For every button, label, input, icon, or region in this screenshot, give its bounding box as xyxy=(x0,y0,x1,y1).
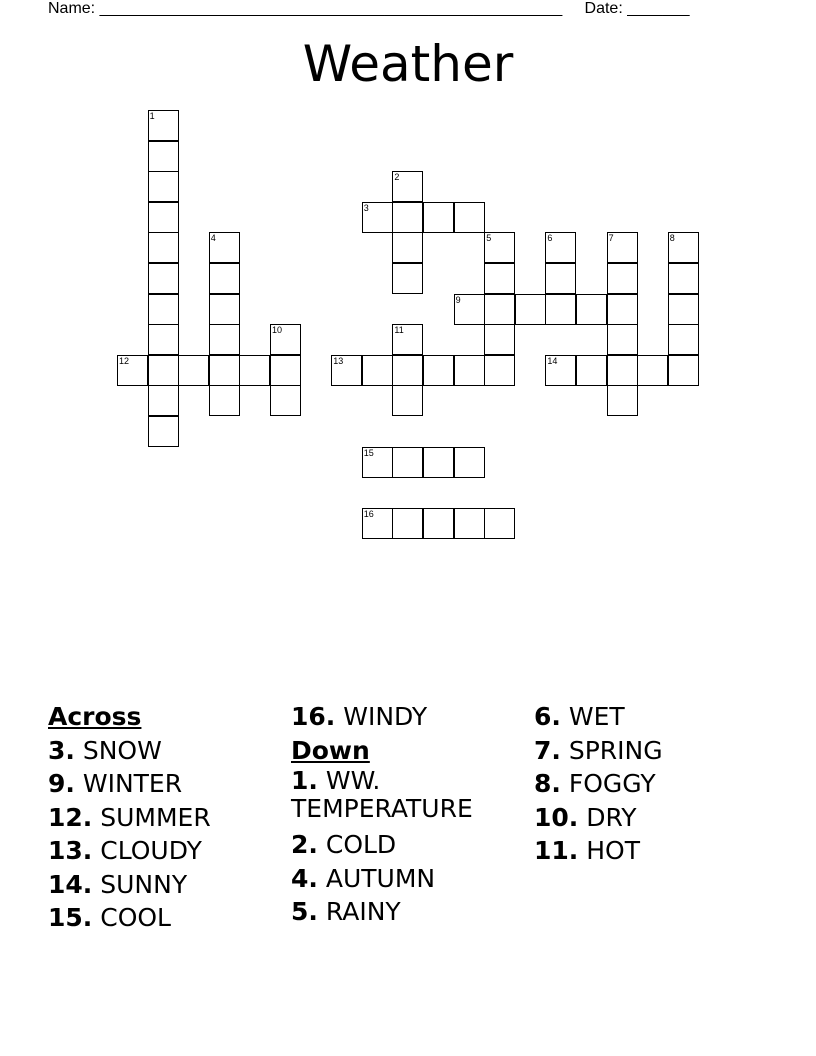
grid-cell[interactable] xyxy=(392,324,423,355)
grid-cell[interactable] xyxy=(545,263,576,294)
grid-cell[interactable] xyxy=(148,141,179,172)
grid-cell[interactable] xyxy=(209,232,240,263)
clue-down-10: 10. DRY xyxy=(534,802,637,832)
clue-number: 2 xyxy=(394,172,400,183)
clue-column-2 xyxy=(291,700,491,929)
grid-cell[interactable] xyxy=(148,355,179,386)
grid-cell[interactable] xyxy=(607,263,638,294)
grid-cell[interactable] xyxy=(668,355,699,386)
grid-cell[interactable] xyxy=(423,508,454,539)
grid-cell[interactable] xyxy=(148,110,179,141)
clue-number: 9 xyxy=(455,294,461,305)
clue-number: 6 xyxy=(547,233,553,244)
clue-number: 16 xyxy=(363,508,374,519)
clue-number: 3 xyxy=(363,202,369,213)
grid-cell[interactable] xyxy=(576,294,607,325)
grid-cell[interactable] xyxy=(607,385,638,416)
name-label: Name: xyxy=(48,0,96,17)
grid-cell[interactable] xyxy=(148,416,179,447)
grid-cell[interactable] xyxy=(484,508,515,539)
grid-cell[interactable] xyxy=(576,355,607,386)
clue-number: 11 xyxy=(394,325,404,336)
grid-cell[interactable] xyxy=(515,294,546,325)
grid-cell[interactable] xyxy=(392,508,423,539)
grid-cell[interactable] xyxy=(484,355,515,386)
clue-across-16: 16. WINDY xyxy=(291,702,428,731)
clue-across-3: 3. SNOW xyxy=(48,735,162,765)
clue-down-7: 7. SPRING xyxy=(534,735,663,765)
clue-across-12: 12. SUMMER xyxy=(48,802,211,832)
grid-cell[interactable] xyxy=(454,355,485,386)
grid-cell[interactable] xyxy=(545,294,576,325)
clue-down-5: 5. RAINY xyxy=(291,897,401,926)
grid-cell[interactable] xyxy=(668,232,699,263)
grid-cell[interactable] xyxy=(362,355,393,386)
grid-cell[interactable] xyxy=(392,232,423,263)
grid-cell[interactable] xyxy=(209,324,240,355)
grid-cell[interactable] xyxy=(239,355,270,386)
clue-number: 1 xyxy=(149,111,155,121)
grid-cell[interactable] xyxy=(392,171,423,202)
grid-cell[interactable] xyxy=(454,294,485,325)
grid-cell[interactable] xyxy=(484,232,515,263)
grid-cell[interactable] xyxy=(270,385,301,416)
grid-cell[interactable] xyxy=(607,294,638,325)
grid-cell[interactable] xyxy=(454,202,485,233)
grid-cell[interactable] xyxy=(392,385,423,416)
grid-cell[interactable] xyxy=(362,447,393,478)
grid-cell[interactable] xyxy=(545,232,576,263)
grid-cell[interactable] xyxy=(209,263,240,294)
grid-cell[interactable] xyxy=(545,355,576,386)
down-heading: Down xyxy=(291,735,370,765)
grid-cell[interactable] xyxy=(423,202,454,233)
grid-cell[interactable] xyxy=(209,355,240,386)
grid-cell[interactable] xyxy=(392,447,423,478)
clue-number: 15 xyxy=(363,447,374,458)
grid-cell[interactable] xyxy=(148,324,179,355)
clue-number: 12 xyxy=(119,355,130,366)
grid-cell[interactable] xyxy=(209,294,240,325)
clue-across-14: 14. SUNNY xyxy=(48,869,188,899)
grid-cell[interactable] xyxy=(148,232,179,263)
clue-number: 4 xyxy=(210,233,216,244)
page-title: Weather xyxy=(302,35,514,93)
grid-cell[interactable] xyxy=(668,294,699,325)
grid-cell[interactable] xyxy=(423,447,454,478)
grid-cell[interactable] xyxy=(607,324,638,355)
clue-number: 5 xyxy=(486,233,492,244)
grid-cell[interactable] xyxy=(454,447,485,478)
grid-cell[interactable] xyxy=(148,202,179,233)
grid-cell[interactable] xyxy=(270,355,301,386)
grid-cell[interactable] xyxy=(607,355,638,386)
clue-down-1: 1. WW. TEMPERATURE xyxy=(291,766,473,823)
clue-down-6: 6. WET xyxy=(534,702,625,731)
grid-cell[interactable] xyxy=(454,508,485,539)
clue-across-9: 9. WINTER xyxy=(48,769,183,798)
grid-cell[interactable] xyxy=(331,355,362,386)
clue-down-8: 8. FOGGY xyxy=(534,769,656,798)
clue-column-3 xyxy=(534,700,663,868)
grid-cell[interactable] xyxy=(178,355,209,386)
clue-number: 7 xyxy=(608,233,614,244)
grid-cell[interactable] xyxy=(392,355,423,386)
grid-cell[interactable] xyxy=(392,202,423,233)
grid-cell[interactable] xyxy=(392,263,423,294)
grid-cell[interactable] xyxy=(148,385,179,416)
clue-number: 8 xyxy=(669,233,675,244)
clue-across-13: 13. CLOUDY xyxy=(48,836,202,865)
grid-cell[interactable] xyxy=(209,385,240,416)
grid-cell[interactable] xyxy=(484,324,515,355)
clue-down-2: 2. COLD xyxy=(291,830,397,859)
clue-down-11: 11. HOT xyxy=(534,836,640,865)
clue-number: 14 xyxy=(547,355,558,366)
clue-down-4: 4. AUTUMN xyxy=(291,863,436,893)
grid-cell[interactable] xyxy=(607,232,638,263)
grid-cell[interactable] xyxy=(270,324,301,355)
date-label: Date: xyxy=(584,0,623,17)
date-blank[interactable]: _______ xyxy=(627,0,690,17)
grid-cell[interactable] xyxy=(484,263,515,294)
grid-cell[interactable] xyxy=(148,263,179,294)
clue-number: 13 xyxy=(333,355,344,366)
grid-cell[interactable] xyxy=(362,508,393,539)
clue-across-15: 15. COOL xyxy=(48,903,171,932)
grid-cell[interactable] xyxy=(423,355,454,386)
across-heading: Across xyxy=(48,702,142,731)
grid-cell[interactable] xyxy=(117,355,148,386)
grid-cell[interactable] xyxy=(484,294,515,325)
grid-cell[interactable] xyxy=(362,202,393,233)
clue-column-1 xyxy=(48,700,211,935)
grid-cell[interactable] xyxy=(668,263,699,294)
grid-cell[interactable] xyxy=(148,171,179,202)
name-blank[interactable]: ____________________________________________________ xyxy=(99,0,563,17)
grid-cell[interactable] xyxy=(148,294,179,325)
clue-number: 10 xyxy=(272,325,283,336)
grid-cell[interactable] xyxy=(668,324,699,355)
grid-cell[interactable] xyxy=(637,355,668,386)
